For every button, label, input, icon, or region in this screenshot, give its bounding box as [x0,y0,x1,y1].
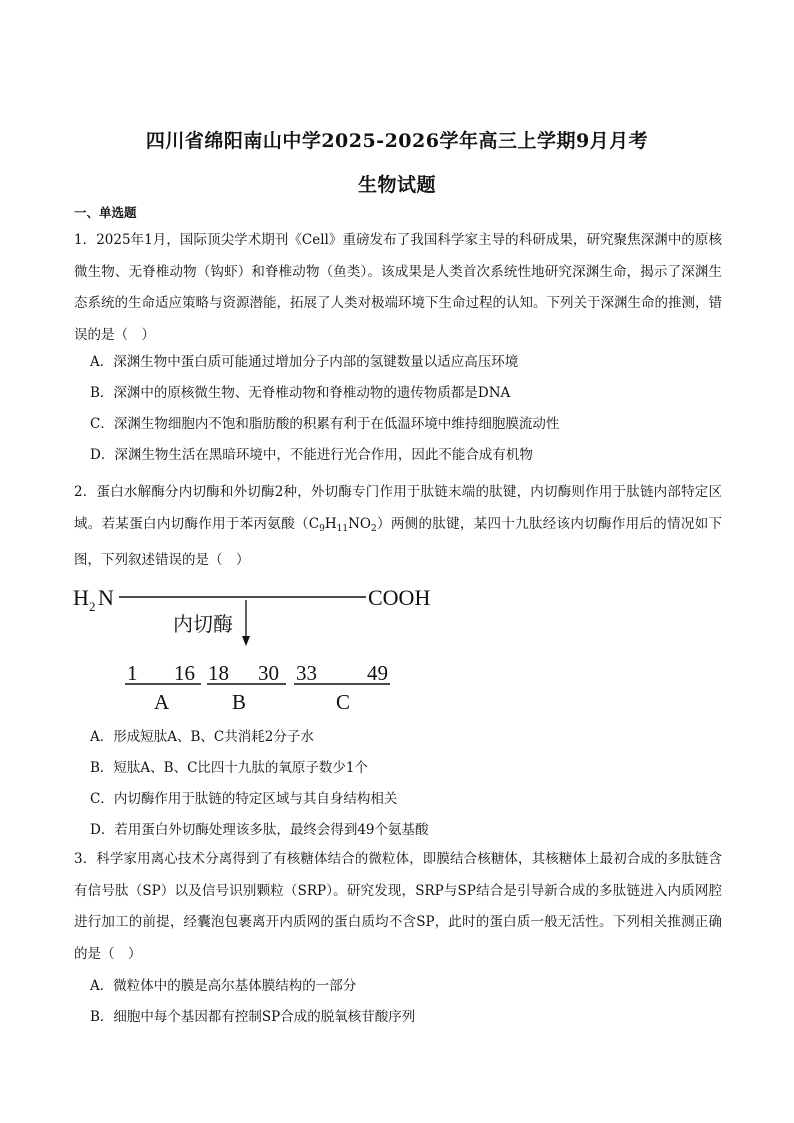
question-2-stem [74,477,722,577]
question-2-option-c: C．内切酶作用于肽链的特定区域与其自身结构相关 [90,791,398,807]
h2n-sub: 2 [89,599,96,614]
cooh-label: COOH [368,585,431,610]
fragment-b-label: B [232,690,247,714]
question-2-option-a: A．形成短肽A、B、C共消耗2分子水 [90,729,314,745]
fragment-c-start: 33 [296,661,317,685]
question-3-option-b: B．细胞中每个基因都有控制SP合成的脱氧核苷酸序列 [90,1009,416,1025]
question-3-option-a: A．微粒体中的膜是高尔基体膜结构的一部分 [90,978,357,994]
peptide-cleavage-diagram [70,578,460,723]
question-2-option-b: B．短肽A、B、C比四十九肽的氧原子数少1个 [90,760,369,776]
h2n-h: H [73,585,89,610]
formula-no-sub: 2 [371,523,377,534]
formula-no: NO [348,515,371,532]
question-2-stem-part-a: 2．蛋白水解酶分内切酶和外切酶2种，外切酶专门作用于肽链末端的肽键，内切酶则作用于肽链内部特定区域。若某蛋白内切酶作用于苯丙氨酸（ [74,484,722,532]
formula-c: C [308,515,320,532]
fragment-a-label: A [154,690,170,714]
question-1-option-b: B．深渊中的原核微生物、无脊椎动物和脊椎动物的遗传物质都是DNA [90,385,511,401]
question-3-stem: 3．科学家用离心技术分离得到了有核糖体结合的微粒体，即膜结合核糖体，其核糖体上最初合成的多肽链含有信号肽（SP）以及信号识别颗粒（SRP）。研究发现，SRP与SP结合是引导新合成的多肽链进入内质网腔进行加工的前提，经囊泡包裹离开内质网的蛋白质均不含SP，此时的蛋白质一般无活性。下列相关推测正确的是（ ） [74,851,722,962]
formula-c-sub: 9 [319,523,325,534]
question-1-option-a: A．深渊生物中蛋白质可能通过增加分子内部的氢键数量以适应高压环境 [90,354,519,370]
enzyme-label: 内切酶 [173,612,233,636]
page-subtitle: 生物试题 [357,174,436,196]
formula-h-sub: 11 [336,523,349,534]
question-1-stem: 1．2025年1月，国际顶尖学术期刊《Cell》重磅发布了我国科学家主导的科研成果，研究聚焦深渊中的原核微生物、无脊椎动物（钩虾）和脊椎动物（鱼类）。该成果是人类首次系统性地研究深渊生命，揭示了深渊生态系统的生命适应策略与资源潜能，拓展了人类对极端环境下生命过程的认知。下列关于深渊生命的推测，错误的是（ ） [74,232,722,343]
fragment-a-start: 1 [127,661,138,685]
question-2-stem-part-b: ）两侧的肽键，某四十九肽经该内切酶作用后的情况如下图，下列叙述错误的是（ ） [74,515,723,568]
h2n-n: N [98,585,114,610]
section-label: 一、单选题 [74,205,137,220]
question-2-option-d: D．若用蛋白外切酶处理该多肽，最终会得到49个氨基酸 [90,822,429,838]
question-1-option-d: D．深渊生物生活在黑暗环境中，不能进行光合作用，因此不能合成有机物 [90,447,533,463]
page-title: 四川省绵阳南山中学2025-2026学年高三上学期9月月考 [145,130,649,152]
fragment-b-end: 30 [258,661,279,685]
formula-h: H [324,515,337,532]
question-1-option-c: C．深渊生物细胞内不饱和脂肪酸的积累有利于在低温环境中维持细胞膜流动性 [90,416,560,432]
fragment-b-start: 18 [208,661,229,685]
fragment-c-label: C [336,690,351,714]
fragment-a-end: 16 [174,661,195,685]
arrow-head [242,636,250,646]
fragment-c-end: 49 [367,661,388,685]
